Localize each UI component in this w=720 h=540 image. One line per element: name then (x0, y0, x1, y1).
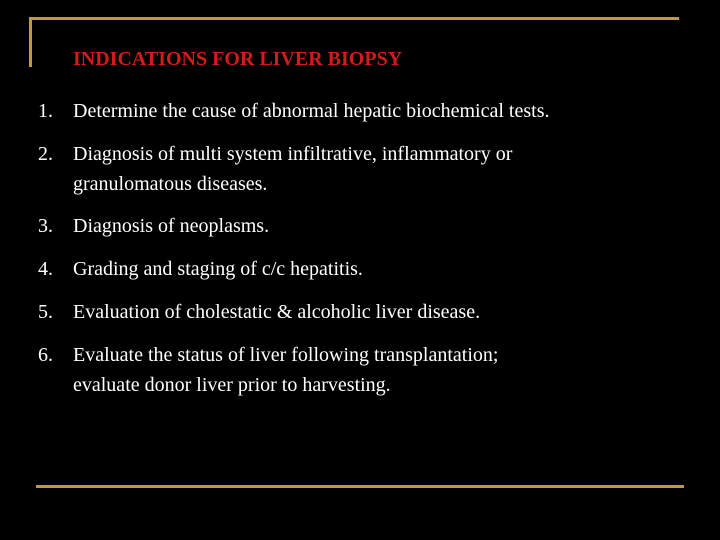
slide-title: INDICATIONS FOR LIVER BIOPSY (73, 48, 403, 70)
item-text (73, 96, 549, 126)
item-line: Diagnosis of multi system infiltrative, inflammatory or (73, 143, 513, 165)
item-number: 6. (38, 344, 53, 366)
list-item (38, 340, 498, 400)
item-text (73, 340, 498, 400)
item-number: 5. (38, 301, 53, 323)
item-line: Determine the cause of abnormal hepatic biochemical tests. (73, 100, 550, 122)
list-item (38, 139, 512, 199)
list-item (38, 297, 480, 327)
item-text (73, 139, 512, 199)
item-line: Grading and staging of c/c hepatitis. (73, 258, 363, 280)
list-item (38, 211, 269, 241)
item-line: Diagnosis of neoplasms. (73, 215, 270, 237)
item-line: Evaluation of cholestatic & alcoholic liver disease. (73, 301, 481, 323)
list-item (38, 254, 363, 284)
item-number: 2. (38, 143, 53, 165)
item-line: granulomatous diseases. (73, 173, 268, 195)
item-number: 3. (38, 215, 53, 237)
bottom-border (36, 485, 684, 488)
item-line: evaluate donor liver prior to harvesting. (73, 374, 391, 396)
item-text (73, 297, 480, 327)
top-border (29, 17, 679, 20)
item-number: 4. (38, 258, 53, 280)
item-text (73, 211, 269, 241)
item-number: 1. (38, 100, 53, 122)
item-text (73, 254, 363, 284)
left-border (29, 17, 32, 67)
item-line: Evaluate the status of liver following transplantation; (73, 344, 499, 366)
list-item (38, 96, 549, 126)
